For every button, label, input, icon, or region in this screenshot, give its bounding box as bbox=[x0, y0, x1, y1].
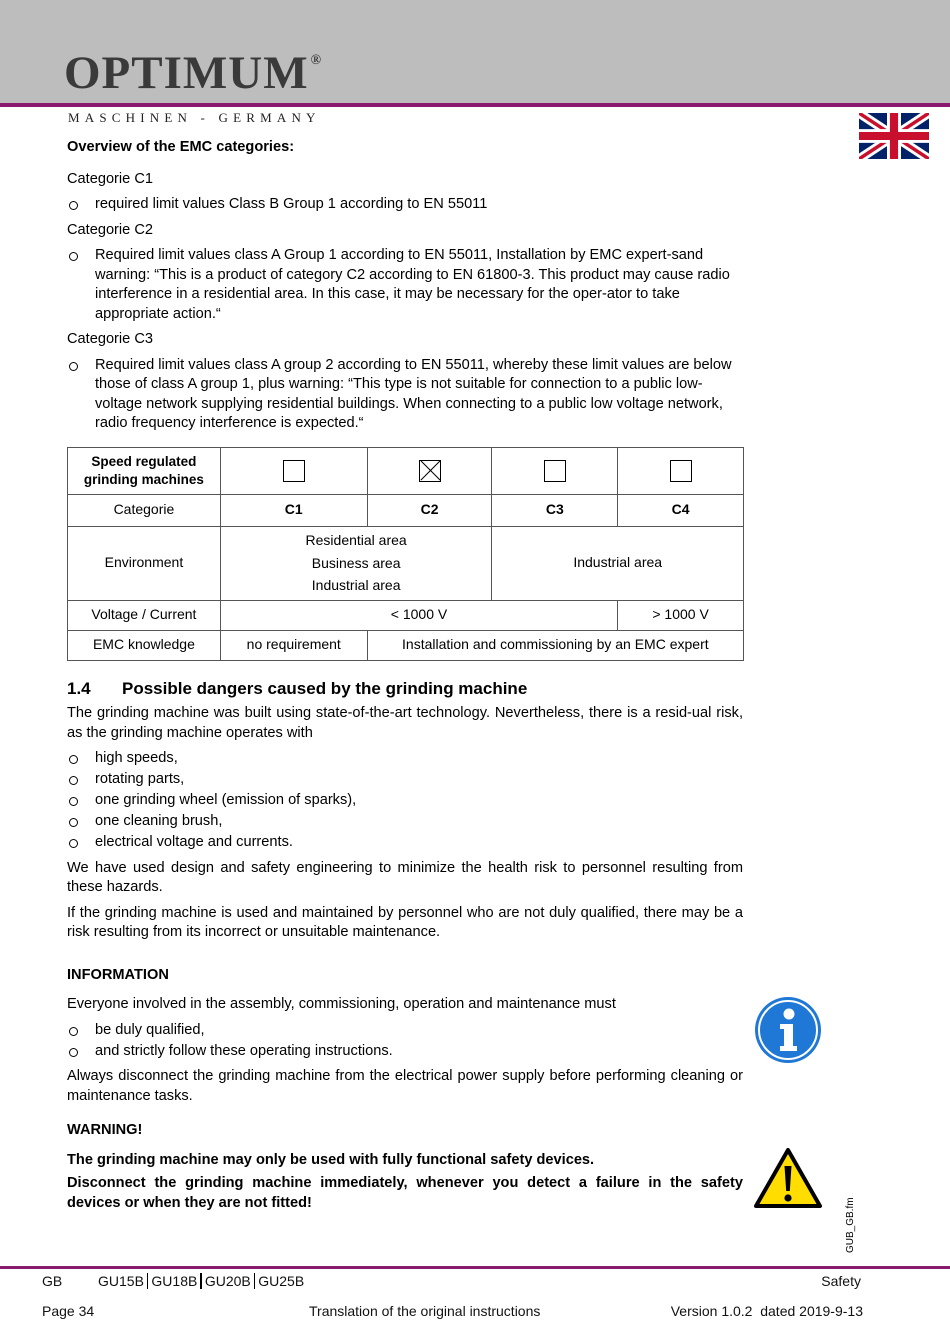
warning-triangle-icon bbox=[753, 1147, 823, 1209]
side-file-code: GUB_GB.fm bbox=[845, 1197, 856, 1253]
list-item: one cleaning brush, bbox=[67, 812, 743, 832]
uk-flag-icon bbox=[859, 113, 929, 159]
header-divider bbox=[0, 103, 950, 107]
knowledge-c1: no requirement bbox=[220, 630, 367, 660]
list-item: electrical voltage and currents. bbox=[67, 833, 743, 853]
list-item: and strictly follow these operating instructions. bbox=[67, 1042, 743, 1062]
row-label-categorie: Categorie bbox=[68, 494, 221, 526]
list-item: rotating parts, bbox=[67, 770, 743, 790]
model-label: GU18B bbox=[151, 1273, 198, 1289]
row-label-voltage: Voltage / Current bbox=[68, 600, 221, 630]
env-residential: Residential area bbox=[305, 532, 407, 549]
section-paragraph-1: We have used design and safety engineering to minimize the health risk to personnel resulting from these hazards. bbox=[67, 859, 743, 895]
hazard-list bbox=[67, 749, 743, 853]
cell-check-c1 bbox=[220, 447, 367, 494]
cell-check-c3 bbox=[492, 447, 618, 494]
row-label-environment: Environment bbox=[68, 526, 221, 600]
table-row bbox=[68, 600, 744, 630]
brand-logo: OPTIMUM ® bbox=[64, 47, 323, 99]
information-intro: Everyone involved in the assembly, commissioning, operation and maintenance must bbox=[67, 996, 616, 1012]
model-label: GU15B bbox=[98, 1273, 144, 1289]
warning-paragraph-2: Disconnect the grinding machine immediately, whenever you detect a failure in the safety devices or when they are not fitted! bbox=[67, 1175, 743, 1211]
section-heading bbox=[67, 679, 743, 699]
section-number: 1.4 bbox=[67, 678, 91, 698]
separator bbox=[200, 1273, 202, 1289]
category-c1-title: Categorie C1 bbox=[67, 170, 153, 187]
category-c2: C2 bbox=[367, 494, 492, 526]
list-item: one grinding wheel (emission of sparks), bbox=[67, 791, 743, 811]
category-c1-list bbox=[67, 195, 743, 215]
list-item: be duly qualified, bbox=[67, 1021, 743, 1041]
brand-subtitle: MASCHINEN - GERMANY bbox=[68, 110, 321, 125]
section-title: Possible dangers caused by the grinding machine bbox=[122, 678, 528, 698]
list-item: Required limit values class A group 2 according to EN 55011, whereby these limit values are below those of class A group 1, plus warning: “This type is not suitable for connection to a public low-voltage network supplying residential buildings. When connecting to a public low voltage network, radio frequency interference is expected.“ bbox=[67, 356, 743, 434]
emc-table bbox=[67, 447, 744, 661]
footer-language: GB bbox=[42, 1273, 63, 1289]
information-icon bbox=[754, 996, 822, 1064]
row-label-knowledge: EMC knowledge bbox=[68, 630, 221, 660]
environment-c1-c2 bbox=[220, 526, 492, 600]
information-text: Always disconnect the grinding machine from the electrical power supply before performing cleaning or maintenance tasks. bbox=[67, 1068, 743, 1104]
table-row bbox=[68, 494, 744, 526]
footer-page-number: Page 34 bbox=[42, 1303, 95, 1319]
footer-divider bbox=[0, 1266, 950, 1269]
category-c3-list bbox=[67, 356, 743, 434]
list-item: Required limit values class A Group 1 according to EN 55011, Installation by EMC expert-sand warning: “This is a product of category C2 according to EN 61800-3. This product may cause radio interference in a residential area. In this case, it may be necessary for the oper-ator to take appropriate action.“ bbox=[67, 246, 743, 324]
information-title: INFORMATION bbox=[67, 966, 169, 983]
checkbox-c3 bbox=[544, 460, 566, 482]
environment-c3-c4: Industrial area bbox=[492, 526, 744, 600]
category-c2-title: Categorie C2 bbox=[67, 221, 153, 238]
page-content bbox=[67, 138, 743, 1219]
checkbox-c4 bbox=[670, 460, 692, 482]
list-item: high speeds, bbox=[67, 749, 743, 769]
section-intro: The grinding machine was built using state-of-the-art technology. Nevertheless, there is a resid-ual risk, as the grinding machine operates with bbox=[67, 705, 743, 741]
checkbox-c1 bbox=[283, 460, 305, 482]
footer-translation-note: Translation of the original instructions bbox=[309, 1303, 541, 1319]
section-paragraph-2: If the grinding machine is used and maintained by personnel who are not duly qualified, there may be a risk resulting from its incorrect or unsuitable maintenance. bbox=[67, 904, 743, 940]
env-industrial: Industrial area bbox=[311, 577, 401, 594]
table-row bbox=[68, 630, 744, 660]
category-c3: C3 bbox=[492, 494, 618, 526]
model-label: GU20B bbox=[204, 1273, 251, 1289]
env-business: Business area bbox=[311, 554, 401, 571]
row-label-machines: Speed regulated grinding machines bbox=[68, 447, 221, 494]
table-row bbox=[68, 447, 744, 494]
footer-models bbox=[98, 1273, 304, 1290]
voltage-low: < 1000 V bbox=[220, 600, 617, 630]
category-c1: C1 bbox=[220, 494, 367, 526]
category-c2-list bbox=[67, 246, 743, 324]
separator bbox=[147, 1273, 149, 1289]
model-label: GU25B bbox=[258, 1273, 305, 1289]
cell-check-c2 bbox=[367, 447, 492, 494]
list-item: required limit values Class B Group 1 according to EN 55011 bbox=[67, 195, 743, 215]
voltage-high: > 1000 V bbox=[618, 600, 744, 630]
table-row bbox=[68, 526, 744, 600]
category-c4: C4 bbox=[618, 494, 744, 526]
footer-section: Safety bbox=[821, 1273, 861, 1289]
footer-version: Version 1.0.2 dated 2019-9-13 bbox=[670, 1303, 863, 1319]
category-c3-title: Categorie C3 bbox=[67, 331, 153, 347]
emc-heading: Overview of the EMC categories: bbox=[67, 139, 295, 155]
separator bbox=[254, 1273, 256, 1289]
warning-paragraph-1: The grinding machine may only be used with fully functional safety devices. bbox=[67, 1151, 595, 1168]
knowledge-c2-c4: Installation and commissioning by an EMC expert bbox=[367, 630, 743, 660]
warning-title: WARNING! bbox=[67, 1122, 143, 1138]
checkbox-c2-checked bbox=[419, 460, 441, 482]
cell-check-c4 bbox=[618, 447, 744, 494]
information-list bbox=[67, 1021, 743, 1062]
